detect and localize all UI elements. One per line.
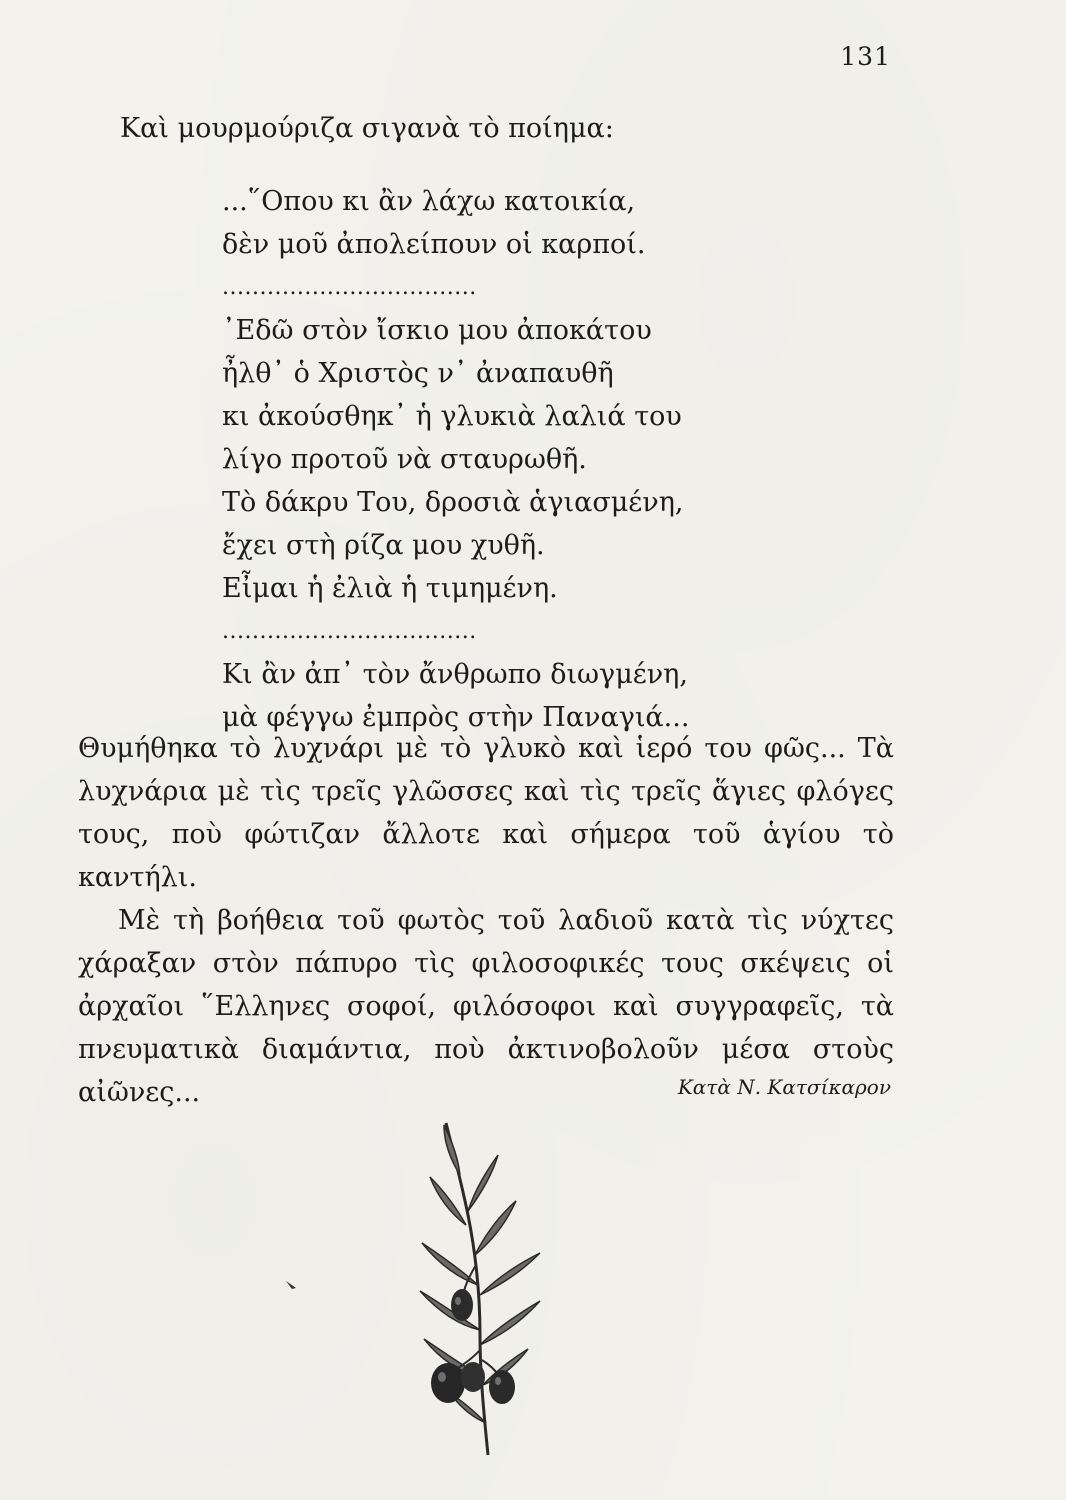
- poem-line: Τὸ δάκρυ Του, δροσιὰ ἁγιασμένη,: [222, 487, 684, 518]
- poem-line: Εἶμαι ἡ ἐλιὰ ἡ τιμημένη.: [222, 573, 558, 604]
- page-number: 131: [840, 42, 891, 71]
- poem-line: ᾿Εδῶ στὸν ἴσκιο μου ἀποκάτου: [222, 315, 652, 346]
- attribution: Κατὰ Ν. Κατσίκαρον: [677, 1075, 891, 1099]
- poem-separator: ..................................: [222, 619, 477, 644]
- poem-line: ἔχει στὴ ρίζα μου χυθῆ.: [222, 530, 545, 561]
- olive-branch-icon: [380, 1115, 600, 1460]
- poem-line: κι ἀκούσθηκ᾿ ἡ γλυκιὰ λαλιά του: [222, 401, 682, 432]
- prose-paragraph: Μὲ τὴ βοήθεια τοῦ φωτὸς τοῦ λαδιοῦ κατὰ τὶς νύχτες χάραξαν στὸν πάπυρο τὶς φιλοσοφικές τους σκέψεις οἱ ἀρχαῖοι ῞Ελληνες σοφοί, φιλόσοφοι καὶ συγγραφεῖς, τὰ πνευματικὰ διαμάντια, ποὺ ἀκτινοβολοῦν μέσα στοὺς αἰῶνες...: [78, 905, 894, 1108]
- poem-line: δὲν μοῦ ἀπολείπουν οἱ καρποί.: [222, 229, 646, 260]
- poem-line: μὰ φέγγω ἐμπρὸς στὴν Παναγιά...: [222, 702, 690, 733]
- poem-separator: ..................................: [222, 275, 477, 300]
- poem-line: ἦλθ᾿ ὁ Χριστὸς ν᾿ ἀναπαυθῆ: [222, 358, 614, 389]
- intro-line: Καὶ μουρμούριζα σιγανὰ τὸ ποίημα:: [120, 113, 614, 144]
- prose-body: [78, 727, 894, 1114]
- poem: [222, 180, 689, 739]
- poem-line: ...῞Οπου κι ἂν λάχω κατοικία,: [222, 186, 636, 217]
- ink-speck: [285, 1280, 297, 1290]
- poem-line: λίγο προτοῦ νὰ σταυρωθῆ.: [222, 444, 587, 475]
- prose-paragraph: Θυμήθηκα τὸ λυχνάρι μὲ τὸ γλυκὸ καὶ ἱερό του φῶς... Τὰ λυχνάρια μὲ τὶς τρεῖς γλῶσσες καὶ τὶς τρεῖς ἅγιες φλόγες τους, ποὺ φώτιζαν ἄλλοτε καὶ σήμερα τοῦ ἁγίου τὸ καντήλι.: [78, 733, 894, 893]
- poem-line: Κι ἂν ἀπ᾿ τὸν ἄνθρωπο διωγμένη,: [222, 659, 688, 690]
